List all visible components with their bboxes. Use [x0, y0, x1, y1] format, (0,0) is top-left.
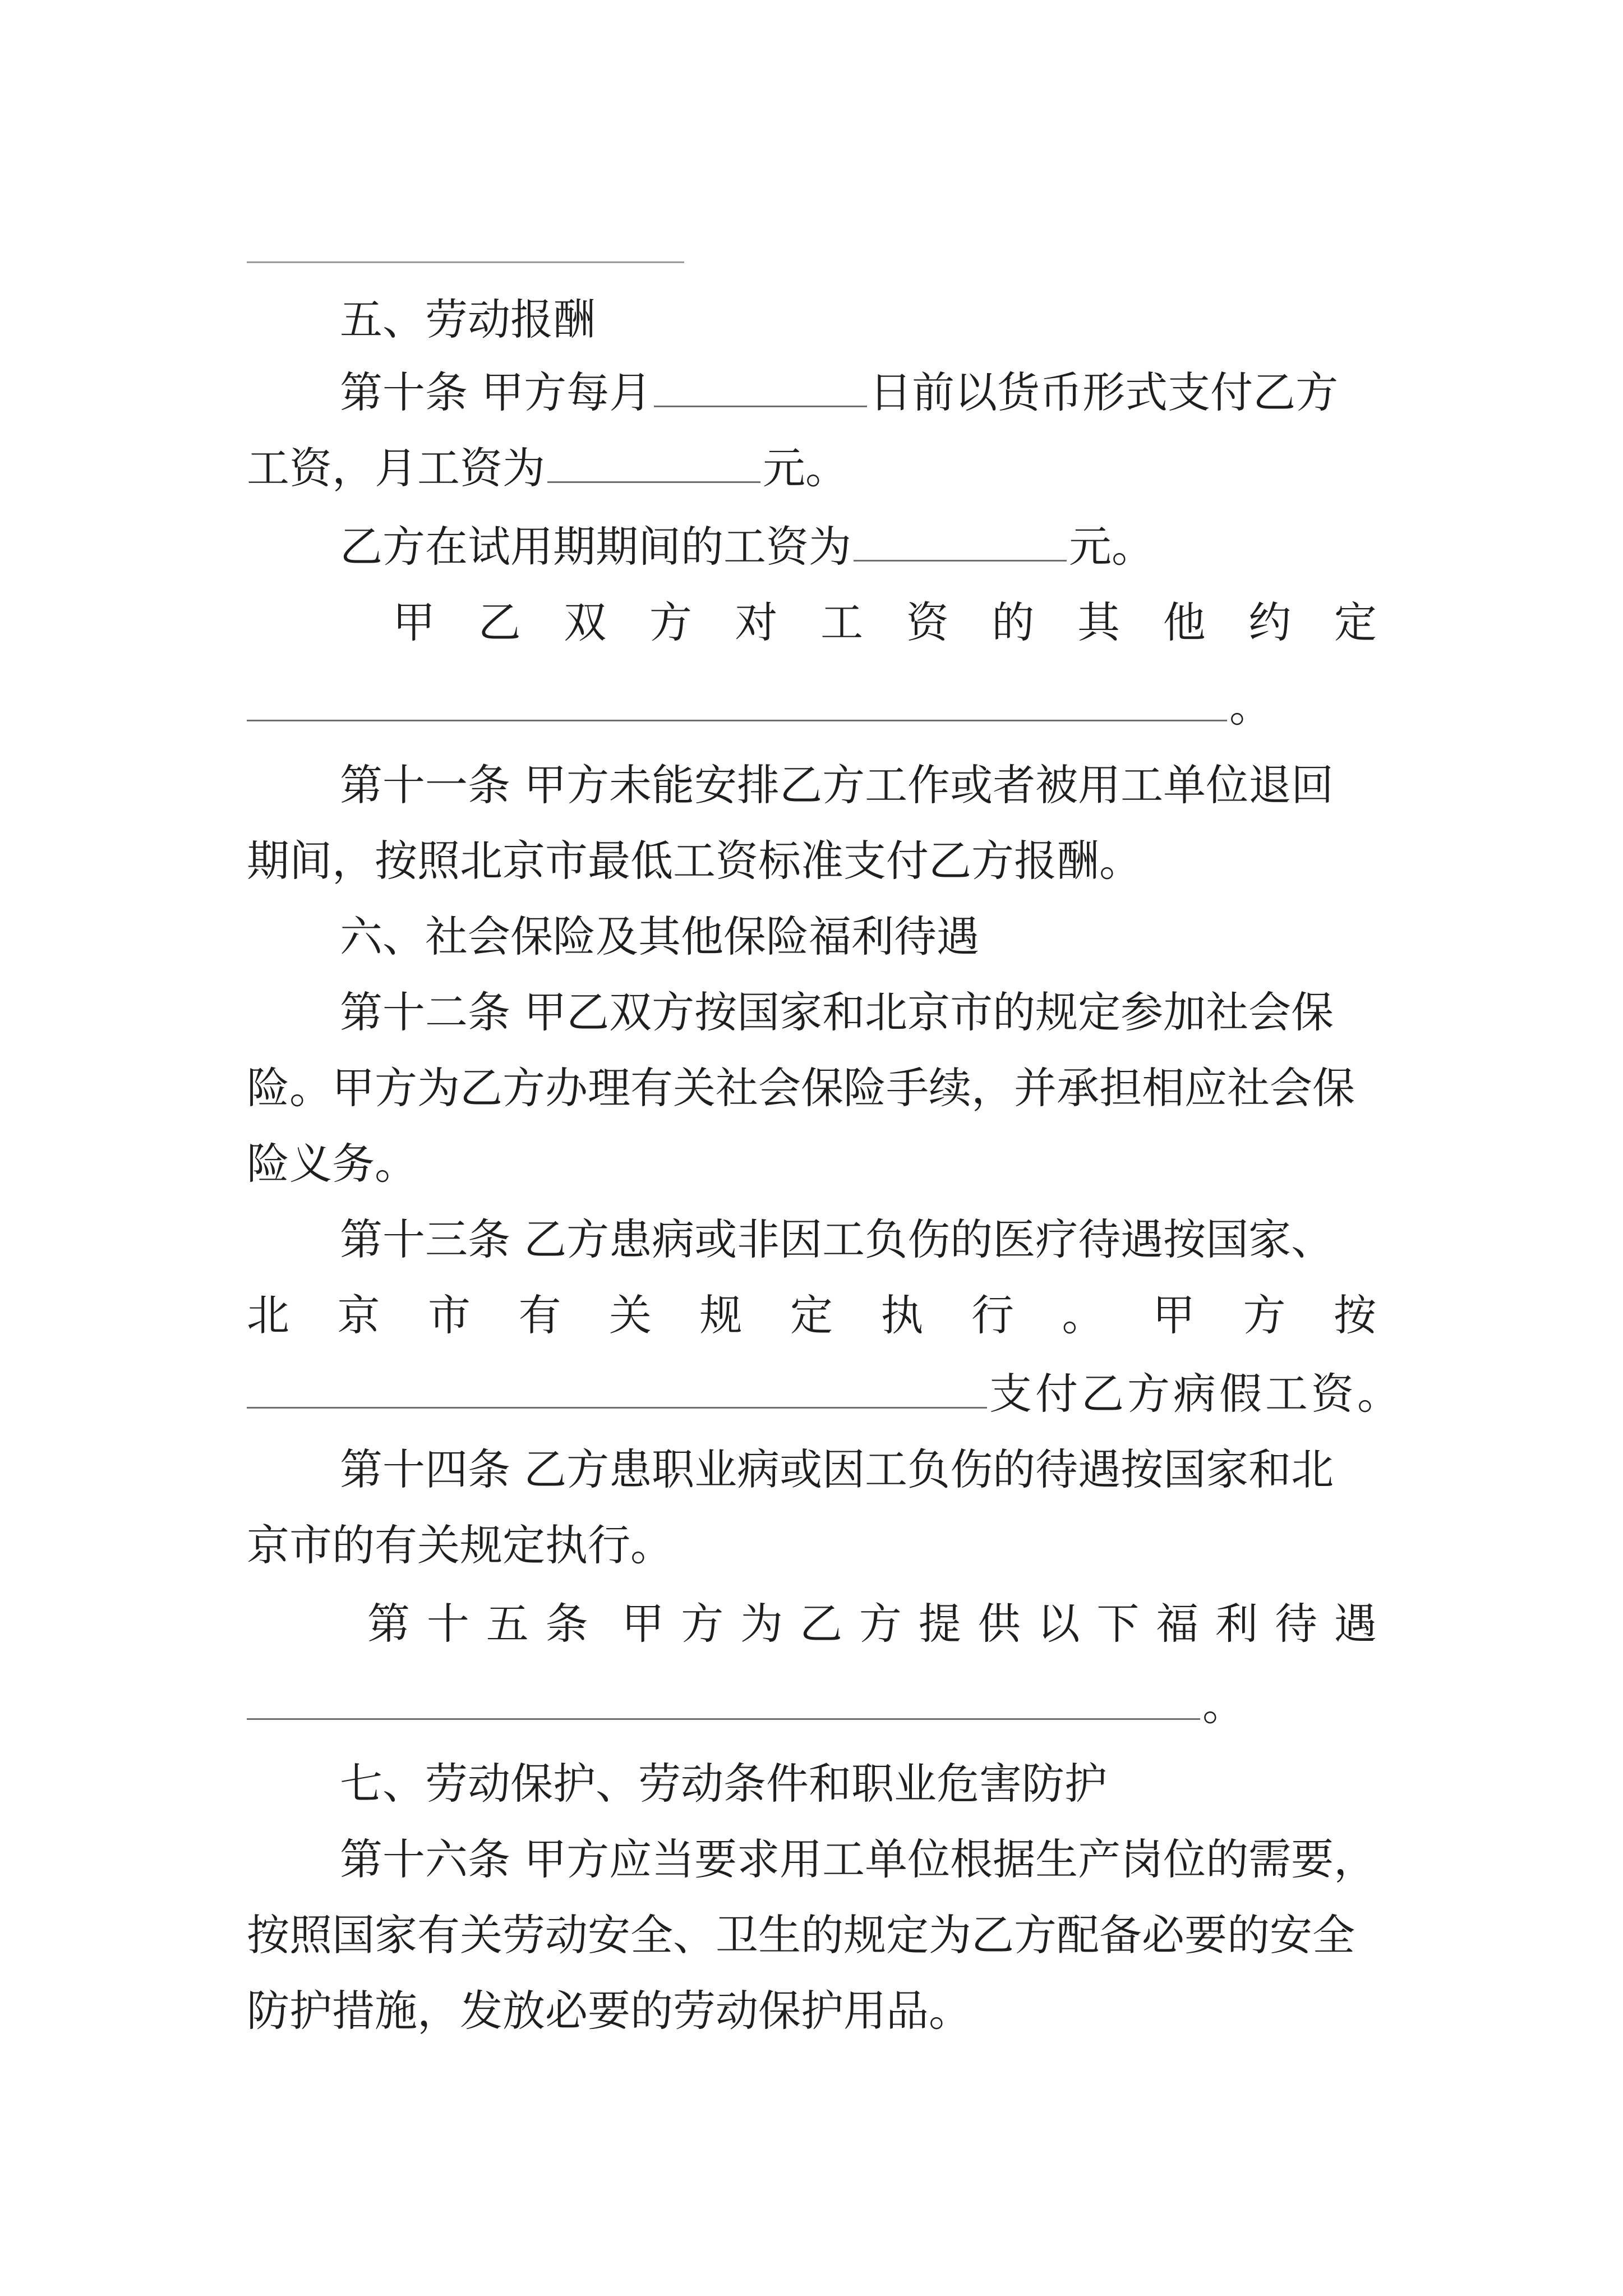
- char: 双: [564, 597, 607, 647]
- period: 。: [1202, 1680, 1245, 1730]
- other-wage-blank-line: [247, 679, 1272, 735]
- char: 以: [1037, 1599, 1080, 1649]
- char: 。: [1062, 1290, 1105, 1340]
- char: 执: [880, 1290, 924, 1340]
- section-5-heading: 五、劳动报酬: [340, 295, 596, 344]
- char: 工: [820, 597, 864, 647]
- char: 行: [971, 1290, 1014, 1340]
- char: 提: [918, 1599, 961, 1649]
- article-12-line-2: 险。甲方为乙方办理有关社会保险手续，并承担相应社会保: [247, 1063, 1355, 1113]
- article-11-line-2: 期间，按照北京市最低工资标准支付乙方报酬。: [247, 836, 1142, 886]
- probation-text: 乙方在试用期期间的工资为: [340, 522, 851, 572]
- char: 关: [609, 1290, 652, 1340]
- char: 甲: [393, 597, 435, 647]
- char: 福: [1156, 1599, 1199, 1649]
- article-10-line-2: [247, 440, 848, 496]
- char: 规: [699, 1290, 743, 1340]
- char: 定: [790, 1290, 833, 1340]
- article-10-line-1: [340, 365, 1338, 421]
- article-15-line-1: [367, 1596, 1377, 1652]
- char: 五: [486, 1599, 529, 1649]
- period: 。: [1229, 682, 1272, 731]
- section-7-heading: 七、劳动保护、劳动条件和职业危害防护: [340, 1759, 1107, 1809]
- article-12-line-3: 险义务。: [247, 1139, 417, 1189]
- char: 市: [428, 1290, 471, 1340]
- article-13-text: 支付乙方病假工资。: [989, 1369, 1403, 1419]
- char: 遇: [1334, 1599, 1377, 1649]
- char: 乙: [800, 1599, 842, 1649]
- char: 有: [518, 1290, 561, 1340]
- top-divider: [247, 261, 684, 263]
- article-16-line-2: 按照国家有关劳动安全、卫生的规定为乙方配备必要的安全: [247, 1910, 1355, 1960]
- article-10-text: 工资，月工资为: [247, 443, 545, 493]
- section-6-heading: 六、社会保险及其他保险福利待遇: [340, 912, 979, 961]
- char: 北: [247, 1290, 289, 1340]
- monthly-wage-blank[interactable]: [547, 477, 760, 483]
- char: 待: [1275, 1599, 1317, 1649]
- article-10-text: 日前以货币形式支付乙方: [869, 367, 1339, 417]
- char: 第: [367, 1599, 410, 1649]
- char: 利: [1215, 1599, 1258, 1649]
- char: 下: [1096, 1599, 1140, 1649]
- article-16-line-1: 第十六条 甲方应当要求用工单位根据生产岗位的需要，: [340, 1834, 1377, 1884]
- article-14-line-2: 京市的有关规定执行。: [247, 1520, 673, 1570]
- char: 甲: [1152, 1290, 1195, 1340]
- article-10-text: 元。: [763, 443, 848, 493]
- char: 的: [992, 597, 1035, 647]
- char: 条: [545, 1599, 588, 1649]
- char: 方: [859, 1599, 902, 1649]
- article-12-line-1: 第十二条 甲乙双方按国家和北京市的规定参加社会保: [340, 987, 1334, 1037]
- article-16-line-3: 防护措施，发放必要的劳动保护用品。: [247, 1986, 971, 2036]
- probation-text: 元。: [1069, 522, 1154, 572]
- char: 资: [906, 597, 949, 647]
- char: 定: [1334, 597, 1377, 647]
- article-14-line-1: 第十四条 乙方患职业病或因工负伤的待遇按国家和北: [340, 1444, 1334, 1494]
- article-13-line-3: [247, 1366, 1403, 1422]
- char: 供: [978, 1599, 1021, 1649]
- char: 方: [1243, 1290, 1286, 1340]
- char: 甲: [621, 1599, 665, 1649]
- other-wage-agreement-line: [393, 595, 1377, 651]
- char: 京: [337, 1290, 380, 1340]
- probation-wage-blank[interactable]: [854, 555, 1067, 562]
- article-10-text: 第十条 甲方每月: [340, 367, 652, 417]
- char: 乙: [478, 597, 521, 647]
- payday-blank[interactable]: [654, 401, 867, 407]
- article-13-line-1: 第十三条 乙方患病或非因工负伤的医疗待遇按国家、: [340, 1214, 1334, 1264]
- char: 约: [1248, 597, 1292, 647]
- other-wage-blank[interactable]: [247, 715, 1227, 721]
- probation-wage-line: [340, 519, 1154, 575]
- char: 对: [735, 597, 778, 647]
- benefits-blank[interactable]: [247, 1714, 1200, 1720]
- char: 为: [740, 1599, 783, 1649]
- char: 方: [649, 597, 692, 647]
- char: 按: [1334, 1290, 1376, 1340]
- article-13-line-2: [247, 1287, 1376, 1343]
- sick-pay-standard-blank[interactable]: [247, 1402, 987, 1409]
- char: 他: [1163, 597, 1206, 647]
- article-11-line-1: 第十一条 甲方未能安排乙方工作或者被用工单位退回: [340, 760, 1334, 810]
- char: 方: [681, 1599, 724, 1649]
- char: 十: [426, 1599, 469, 1649]
- article-15-blank-line: [247, 1677, 1245, 1733]
- char: 其: [1077, 597, 1120, 647]
